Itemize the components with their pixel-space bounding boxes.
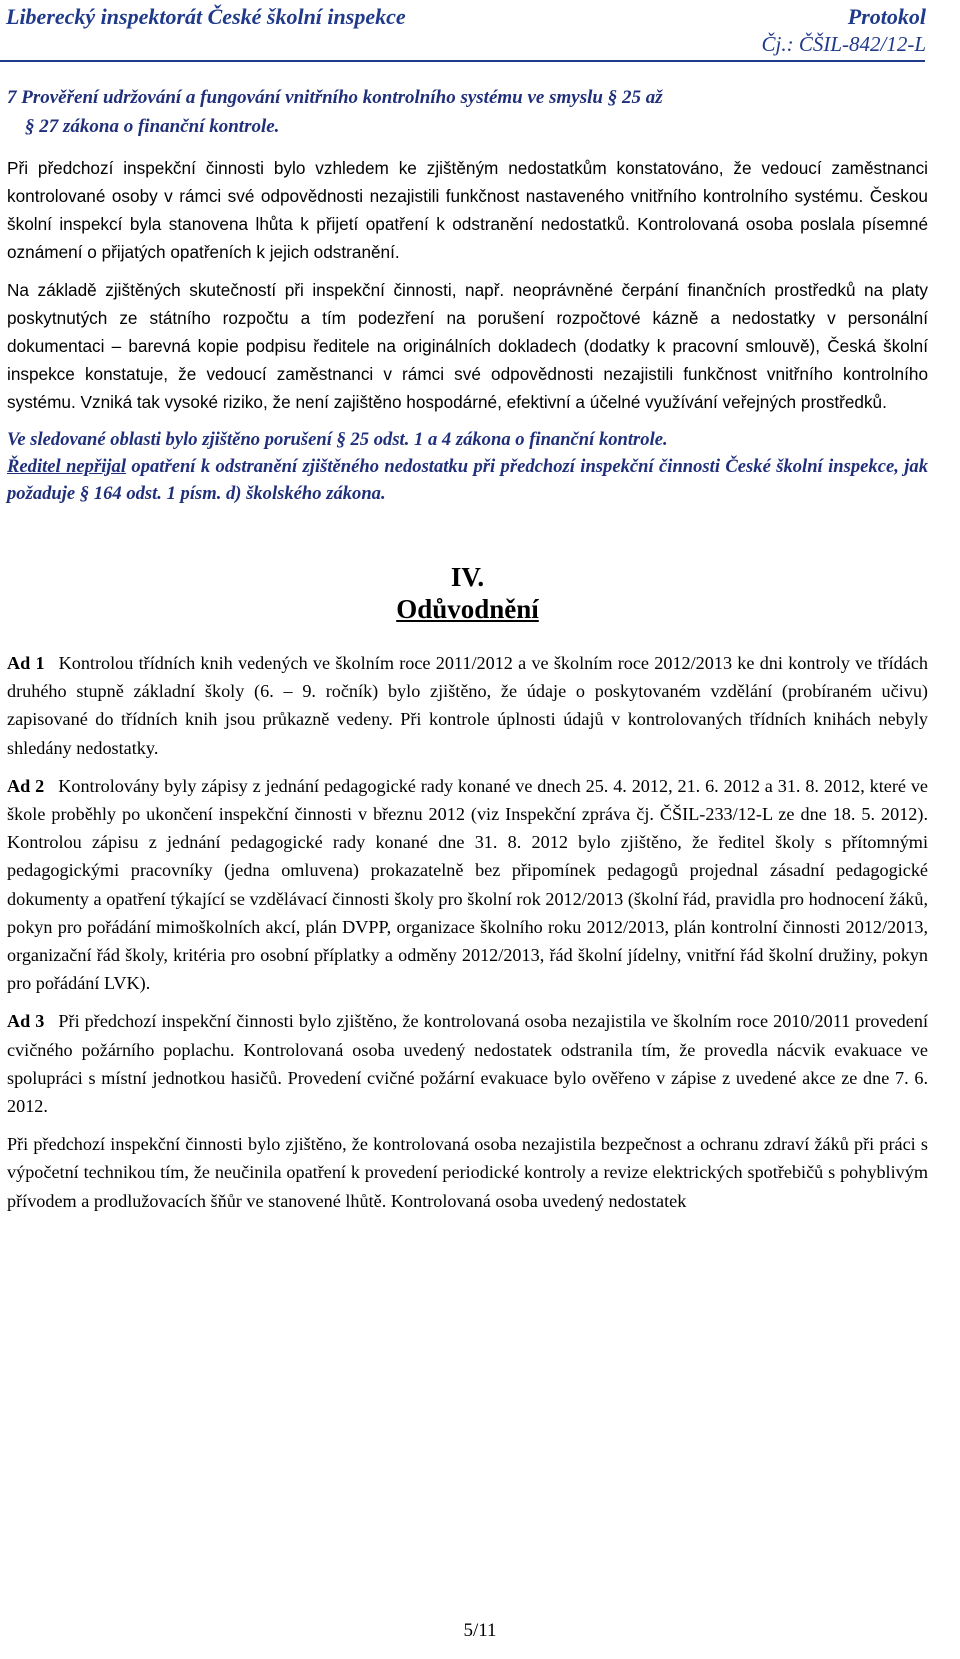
part-iv-heading-text: Odůvodnění [396, 594, 539, 624]
ad-1-label: Ad 1 [7, 653, 45, 673]
ad-3-label: Ad 3 [7, 1011, 45, 1032]
final-paragraph: Při předchozí inspekční činnosti bylo zjištěno, že kontrolovaná osoba nezajistila bezpečnost a ochranu zdraví žáků při práci s výpočetní technikou tím, že neučinila opatření k provedení periodické kontroly a revize elektrických spotřebičů s pohyblivým přívodem a prodlužovacích šňůr ve stanovené lhůtě. Kontrolovaná osoba uvedený nedostatek [7, 1134, 928, 1211]
section-7-paragraph-1: Při předchozí inspekční činnosti bylo vzhledem ke zjištěným nedostatkům konstatováno, že vedoucí zaměstnanci kontrolované osoby v rámci své odpovědnosti nezajistili funkčnost nastaveného vnitřního kontrolního systému. Českou školní inspekcí byla stanovena lhůta k přijetí opatření k odstranění nedostatků. Kontrolovaná osoba poslala písemné oznámení o přijatých opatřeních k jejich odstranění. [7, 158, 928, 262]
section-7-paragraph-2: Na základě zjištěných skutečností při inspekční činnosti, např. neoprávněné čerpání finančních prostředků na platy poskytnutých ze státního rozpočtu a tím podezření na porušení rozpočtové kázně a nedostatky v personální dokumentaci – barevná kopie podpisu ředitele na originálních dokladech (dodatky k pracovní smlouvě), Česká školní inspekce konstatuje, že vedoucí zaměstnanci v rámci své odpovědnosti nezajistili funkčnost vnitřního kontrolního systému. Vzniká tak vysoké riziko, že není zajištěno hospodárné, efektivní a účelné využívání veřejných prostředků. [7, 280, 928, 412]
page-number: 5/11 [463, 1620, 497, 1641]
part-iv-heading [7, 593, 928, 625]
section-7-title-line-2: § 27 zákona o finanční kontrole. [25, 116, 280, 137]
ad-1-text: Kontrolou třídních knih vedených ve školním roce 2011/2012 a ve školním roce 2012/2013 ke dni kontroly ve třídách druhého stupně základní školy (6. – 9. ročník) bylo zjištěno, že údaje o poskytovaném vzdělání (probíraném učivu) zapisované do třídních knih jsou průkazně vedeny. Při kontrole úplnosti údajů v kontrolovaných třídních knihách nebyly shledány nedostatky. [7, 653, 928, 758]
section-7-title-line-1: 7 Prověření udržování a fungování vnitřního kontrolního systému ve smyslu § 25 až [7, 87, 663, 108]
header-reference-number: Čj.: ČŠIL-842/12-L [761, 32, 926, 56]
header-organization: Liberecký inspektorát České školní inspekce [6, 4, 406, 29]
section-7-verdict-2 [7, 453, 928, 507]
ad-3-text: Při předchozí inspekční činnosti bylo zjištěno, že kontrolovaná osoba nezajistila ve školním roce 2010/2011 provedení cvičného požárního poplachu. Kontrolovaná osoba uvedený nedostatek odstranila tím, že provedla nácvik evakuace ve spolupráci s místní jednotkou hasičů. Provedení cvičné požární evakuace bylo ověřeno v zápise z uvedené akce ze dne 7. 6. 2012. [7, 1011, 928, 1117]
ad-2-label: Ad 2 [7, 775, 45, 796]
ad-2-paragraph [7, 772, 928, 998]
page-header [0, 0, 960, 62]
ad-1-paragraph [7, 649, 928, 762]
verdict-2-underlined: Ředitel nepřijal [7, 456, 127, 477]
part-iv-number: IV. [450, 562, 485, 592]
header-divider [0, 60, 925, 62]
section-7-verdict-1: Ve sledované oblasti bylo zjištěno porušení § 25 odst. 1 a 4 zákona o finanční kontrole. [7, 429, 668, 450]
header-doc-type: Protokol [847, 4, 926, 29]
ad-3-paragraph [7, 1007, 928, 1120]
page-content [7, 83, 928, 1215]
verdict-2-rest: opatření k odstranění zjištěného nedostatku při předchozí inspekční činnosti České školní inspekce, jak požaduje § 164 odst. 1 písm. d) školského zákona. [7, 456, 928, 504]
ad-2-text: Kontrolovány byly zápisy z jednání pedagogické rady konané ve dnech 25. 4. 2012, 21. 6. 2012 a 31. 8. 2012, které ve škole proběhly po ukončení inspekční činnosti v březnu 2012 (viz Inspekční zpráva čj. ČŠIL-233/12-L ze dne 18. 5. 2012). Kontrolou zápisu z jednání pedagogické rady konané dne 31. 8. 2012 bylo zjištěno, že ředitel školy s přítomnými pedagogickými pracovníky (jedna omluvena) prokazatelně bez připomínek pedagogů projednal zásadní pedagogické dokumenty a opatření týkající se vzdělávací činnosti školy pro školní rok 2012/2013 (školní řád, pravidla pro hodnocení žáků, pokyn pro pořádání mimoškolních akcí, plán DVPP, organizace školního roku 2012/2013, plán kontrolní činnosti 2012/2013, organizační řád školy, kritéria pro osobní příplatky a odměny 2012/2013, řád školní jídelny, vnitřní řád školní družiny, pokyn pro pořádání LVK). [7, 775, 929, 994]
